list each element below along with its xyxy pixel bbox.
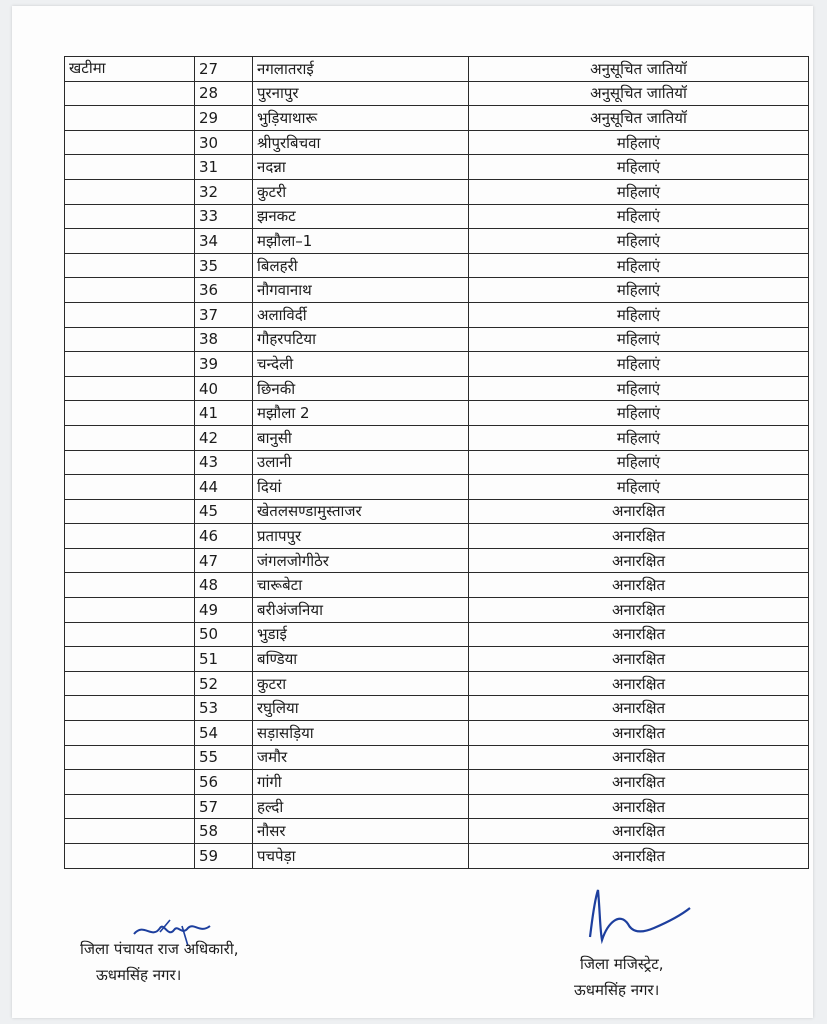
block-cell (65, 499, 195, 524)
serial-number-cell: 48 (195, 573, 253, 598)
serial-number-cell: 36 (195, 278, 253, 303)
signature-block-left (80, 936, 238, 988)
reservation-category-cell: अनारक्षित (469, 524, 809, 549)
block-cell (65, 598, 195, 623)
serial-number-cell: 43 (195, 450, 253, 475)
table-row (65, 155, 809, 180)
block-cell (65, 302, 195, 327)
reservation-category-cell: महिलाएं (469, 352, 809, 377)
serial-number-cell: 39 (195, 352, 253, 377)
serial-number-cell: 56 (195, 770, 253, 795)
village-name-cell: चारूबेटा (253, 573, 469, 598)
table-row (65, 179, 809, 204)
table-row (65, 204, 809, 229)
reservation-category-cell: महिलाएं (469, 179, 809, 204)
village-name-cell: कुटरी (253, 179, 469, 204)
block-cell (65, 401, 195, 426)
reservation-category-cell: अनारक्षित (469, 794, 809, 819)
serial-number-cell: 38 (195, 327, 253, 352)
table-row (65, 106, 809, 131)
village-name-cell: बानुसी (253, 425, 469, 450)
block-cell (65, 548, 195, 573)
serial-number-cell: 40 (195, 376, 253, 401)
village-name-cell: रघुलिया (253, 696, 469, 721)
village-name-cell: उलानी (253, 450, 469, 475)
table-row (65, 81, 809, 106)
block-cell (65, 327, 195, 352)
village-name-cell: बिलहरी (253, 253, 469, 278)
table-row (65, 302, 809, 327)
table-row (65, 376, 809, 401)
block-cell (65, 179, 195, 204)
table-row (65, 253, 809, 278)
signature-right-scribble (580, 882, 700, 952)
reservation-category-cell: अनारक्षित (469, 622, 809, 647)
block-cell (65, 671, 195, 696)
village-name-cell: भुड़ियाथारू (253, 106, 469, 131)
designation-line: जिला मजिस्ट्रेट, (580, 955, 664, 973)
table-row (65, 745, 809, 770)
table-row (65, 598, 809, 623)
village-name-cell: खेतलसण्डामुस्ताजर (253, 499, 469, 524)
block-cell (65, 770, 195, 795)
reservation-category-cell: अनारक्षित (469, 598, 809, 623)
block-cell (65, 204, 195, 229)
serial-number-cell: 59 (195, 844, 253, 869)
serial-number-cell: 28 (195, 81, 253, 106)
serial-number-cell: 32 (195, 179, 253, 204)
reservation-category-cell: अनारक्षित (469, 647, 809, 672)
village-name-cell: झनकट (253, 204, 469, 229)
village-name-cell: नौसर (253, 819, 469, 844)
reservation-category-cell: अनारक्षित (469, 770, 809, 795)
table-row (65, 794, 809, 819)
serial-number-cell: 57 (195, 794, 253, 819)
serial-number-cell: 41 (195, 401, 253, 426)
serial-number-cell: 30 (195, 130, 253, 155)
serial-number-cell: 29 (195, 106, 253, 131)
reservation-category-cell: महिलाएं (469, 401, 809, 426)
reservation-category-cell: अनुसूचित जातियॉ (469, 57, 809, 82)
table-row (65, 475, 809, 500)
village-name-cell: बण्डिया (253, 647, 469, 672)
serial-number-cell: 46 (195, 524, 253, 549)
block-cell: खटीमा (65, 57, 195, 82)
serial-number-cell: 27 (195, 57, 253, 82)
serial-number-cell: 54 (195, 721, 253, 746)
block-cell (65, 155, 195, 180)
block-cell (65, 721, 195, 746)
village-name-cell: जंगलजोगीठेर (253, 548, 469, 573)
serial-number-cell: 45 (195, 499, 253, 524)
block-cell (65, 524, 195, 549)
table-row (65, 352, 809, 377)
village-name-cell: प्रतापपुर (253, 524, 469, 549)
village-name-cell: नौगवानाथ (253, 278, 469, 303)
village-name-cell: बरीअंजनिया (253, 598, 469, 623)
table-row (65, 327, 809, 352)
village-name-cell: नदन्ना (253, 155, 469, 180)
table-row (65, 401, 809, 426)
reservation-category-cell: अनारक्षित (469, 844, 809, 869)
table-row (65, 548, 809, 573)
serial-number-cell: 42 (195, 425, 253, 450)
reservation-category-cell: अनुसूचित जातियॉ (469, 106, 809, 131)
serial-number-cell: 37 (195, 302, 253, 327)
block-cell (65, 278, 195, 303)
block-cell (65, 844, 195, 869)
block-cell (65, 130, 195, 155)
reservation-category-cell: महिलाएं (469, 475, 809, 500)
reservation-category-cell: अनारक्षित (469, 499, 809, 524)
block-cell (65, 425, 195, 450)
reservation-category-cell: महिलाएं (469, 450, 809, 475)
reservation-category-cell: महिलाएं (469, 130, 809, 155)
reservation-category-cell: महिलाएं (469, 204, 809, 229)
reservation-category-cell: महिलाएं (469, 425, 809, 450)
serial-number-cell: 49 (195, 598, 253, 623)
block-cell (65, 622, 195, 647)
reservation-category-cell: अनुसूचित जातियॉ (469, 81, 809, 106)
serial-number-cell: 53 (195, 696, 253, 721)
reservation-table (64, 56, 809, 869)
block-cell (65, 475, 195, 500)
village-name-cell: पुरनापुर (253, 81, 469, 106)
table-row (65, 425, 809, 450)
serial-number-cell: 58 (195, 819, 253, 844)
reservation-category-cell: महिलाएं (469, 376, 809, 401)
village-name-cell: छिनकी (253, 376, 469, 401)
serial-number-cell: 55 (195, 745, 253, 770)
reservation-category-cell: महिलाएं (469, 253, 809, 278)
table-row (65, 499, 809, 524)
village-name-cell: गौहरपटिया (253, 327, 469, 352)
block-cell (65, 106, 195, 131)
village-name-cell: अलाविर्दी (253, 302, 469, 327)
document-page (12, 6, 813, 1018)
reservation-category-cell: महिलाएं (469, 327, 809, 352)
block-cell (65, 450, 195, 475)
village-name-cell: मझौला 2 (253, 401, 469, 426)
serial-number-cell: 50 (195, 622, 253, 647)
block-cell (65, 376, 195, 401)
location-line: ऊधमसिंह नगर। (96, 966, 182, 984)
village-name-cell: दियां (253, 475, 469, 500)
table-row (65, 524, 809, 549)
table-row (65, 696, 809, 721)
location-line: ऊधमसिंह नगर। (574, 981, 660, 999)
table-row (65, 57, 809, 82)
serial-number-cell: 51 (195, 647, 253, 672)
reservation-category-cell: अनारक्षित (469, 721, 809, 746)
table-row (65, 278, 809, 303)
village-name-cell: चन्देली (253, 352, 469, 377)
village-name-cell: हल्दी (253, 794, 469, 819)
serial-number-cell: 33 (195, 204, 253, 229)
serial-number-cell: 47 (195, 548, 253, 573)
block-cell (65, 352, 195, 377)
signature-block-right (574, 951, 664, 1003)
serial-number-cell: 44 (195, 475, 253, 500)
table-row (65, 844, 809, 869)
reservation-category-cell: महिलाएं (469, 229, 809, 254)
block-cell (65, 696, 195, 721)
village-name-cell: श्रीपुरबिचवा (253, 130, 469, 155)
reservation-category-cell: महिलाएं (469, 155, 809, 180)
table-row (65, 647, 809, 672)
reservation-category-cell: अनारक्षित (469, 548, 809, 573)
block-cell (65, 647, 195, 672)
reservation-category-cell: महिलाएं (469, 278, 809, 303)
serial-number-cell: 34 (195, 229, 253, 254)
reservation-category-cell: अनारक्षित (469, 671, 809, 696)
village-name-cell: कुटरा (253, 671, 469, 696)
reservation-category-cell: अनारक्षित (469, 573, 809, 598)
table-row (65, 622, 809, 647)
table-row (65, 671, 809, 696)
block-cell (65, 819, 195, 844)
block-cell (65, 229, 195, 254)
serial-number-cell: 31 (195, 155, 253, 180)
village-name-cell: जमौर (253, 745, 469, 770)
table-row (65, 721, 809, 746)
table-row (65, 130, 809, 155)
village-name-cell: गांगी (253, 770, 469, 795)
table-row (65, 770, 809, 795)
village-name-cell: सड़ासड़िया (253, 721, 469, 746)
table-row (65, 450, 809, 475)
reservation-category-cell: अनारक्षित (469, 745, 809, 770)
block-cell (65, 573, 195, 598)
block-cell (65, 794, 195, 819)
reservation-category-cell: अनारक्षित (469, 696, 809, 721)
reservation-category-cell: अनारक्षित (469, 819, 809, 844)
serial-number-cell: 35 (195, 253, 253, 278)
village-name-cell: नगलातराई (253, 57, 469, 82)
reservation-category-cell: महिलाएं (469, 302, 809, 327)
designation-line: जिला पंचायत राज अधिकारी, (80, 940, 239, 958)
village-name-cell: मझौला–1 (253, 229, 469, 254)
table-row (65, 229, 809, 254)
table-body (65, 57, 809, 869)
table-row (65, 819, 809, 844)
block-cell (65, 81, 195, 106)
village-name-cell: पचपेड़ा (253, 844, 469, 869)
block-cell (65, 745, 195, 770)
serial-number-cell: 52 (195, 671, 253, 696)
table-row (65, 573, 809, 598)
block-cell (65, 253, 195, 278)
village-name-cell: भुडाई (253, 622, 469, 647)
